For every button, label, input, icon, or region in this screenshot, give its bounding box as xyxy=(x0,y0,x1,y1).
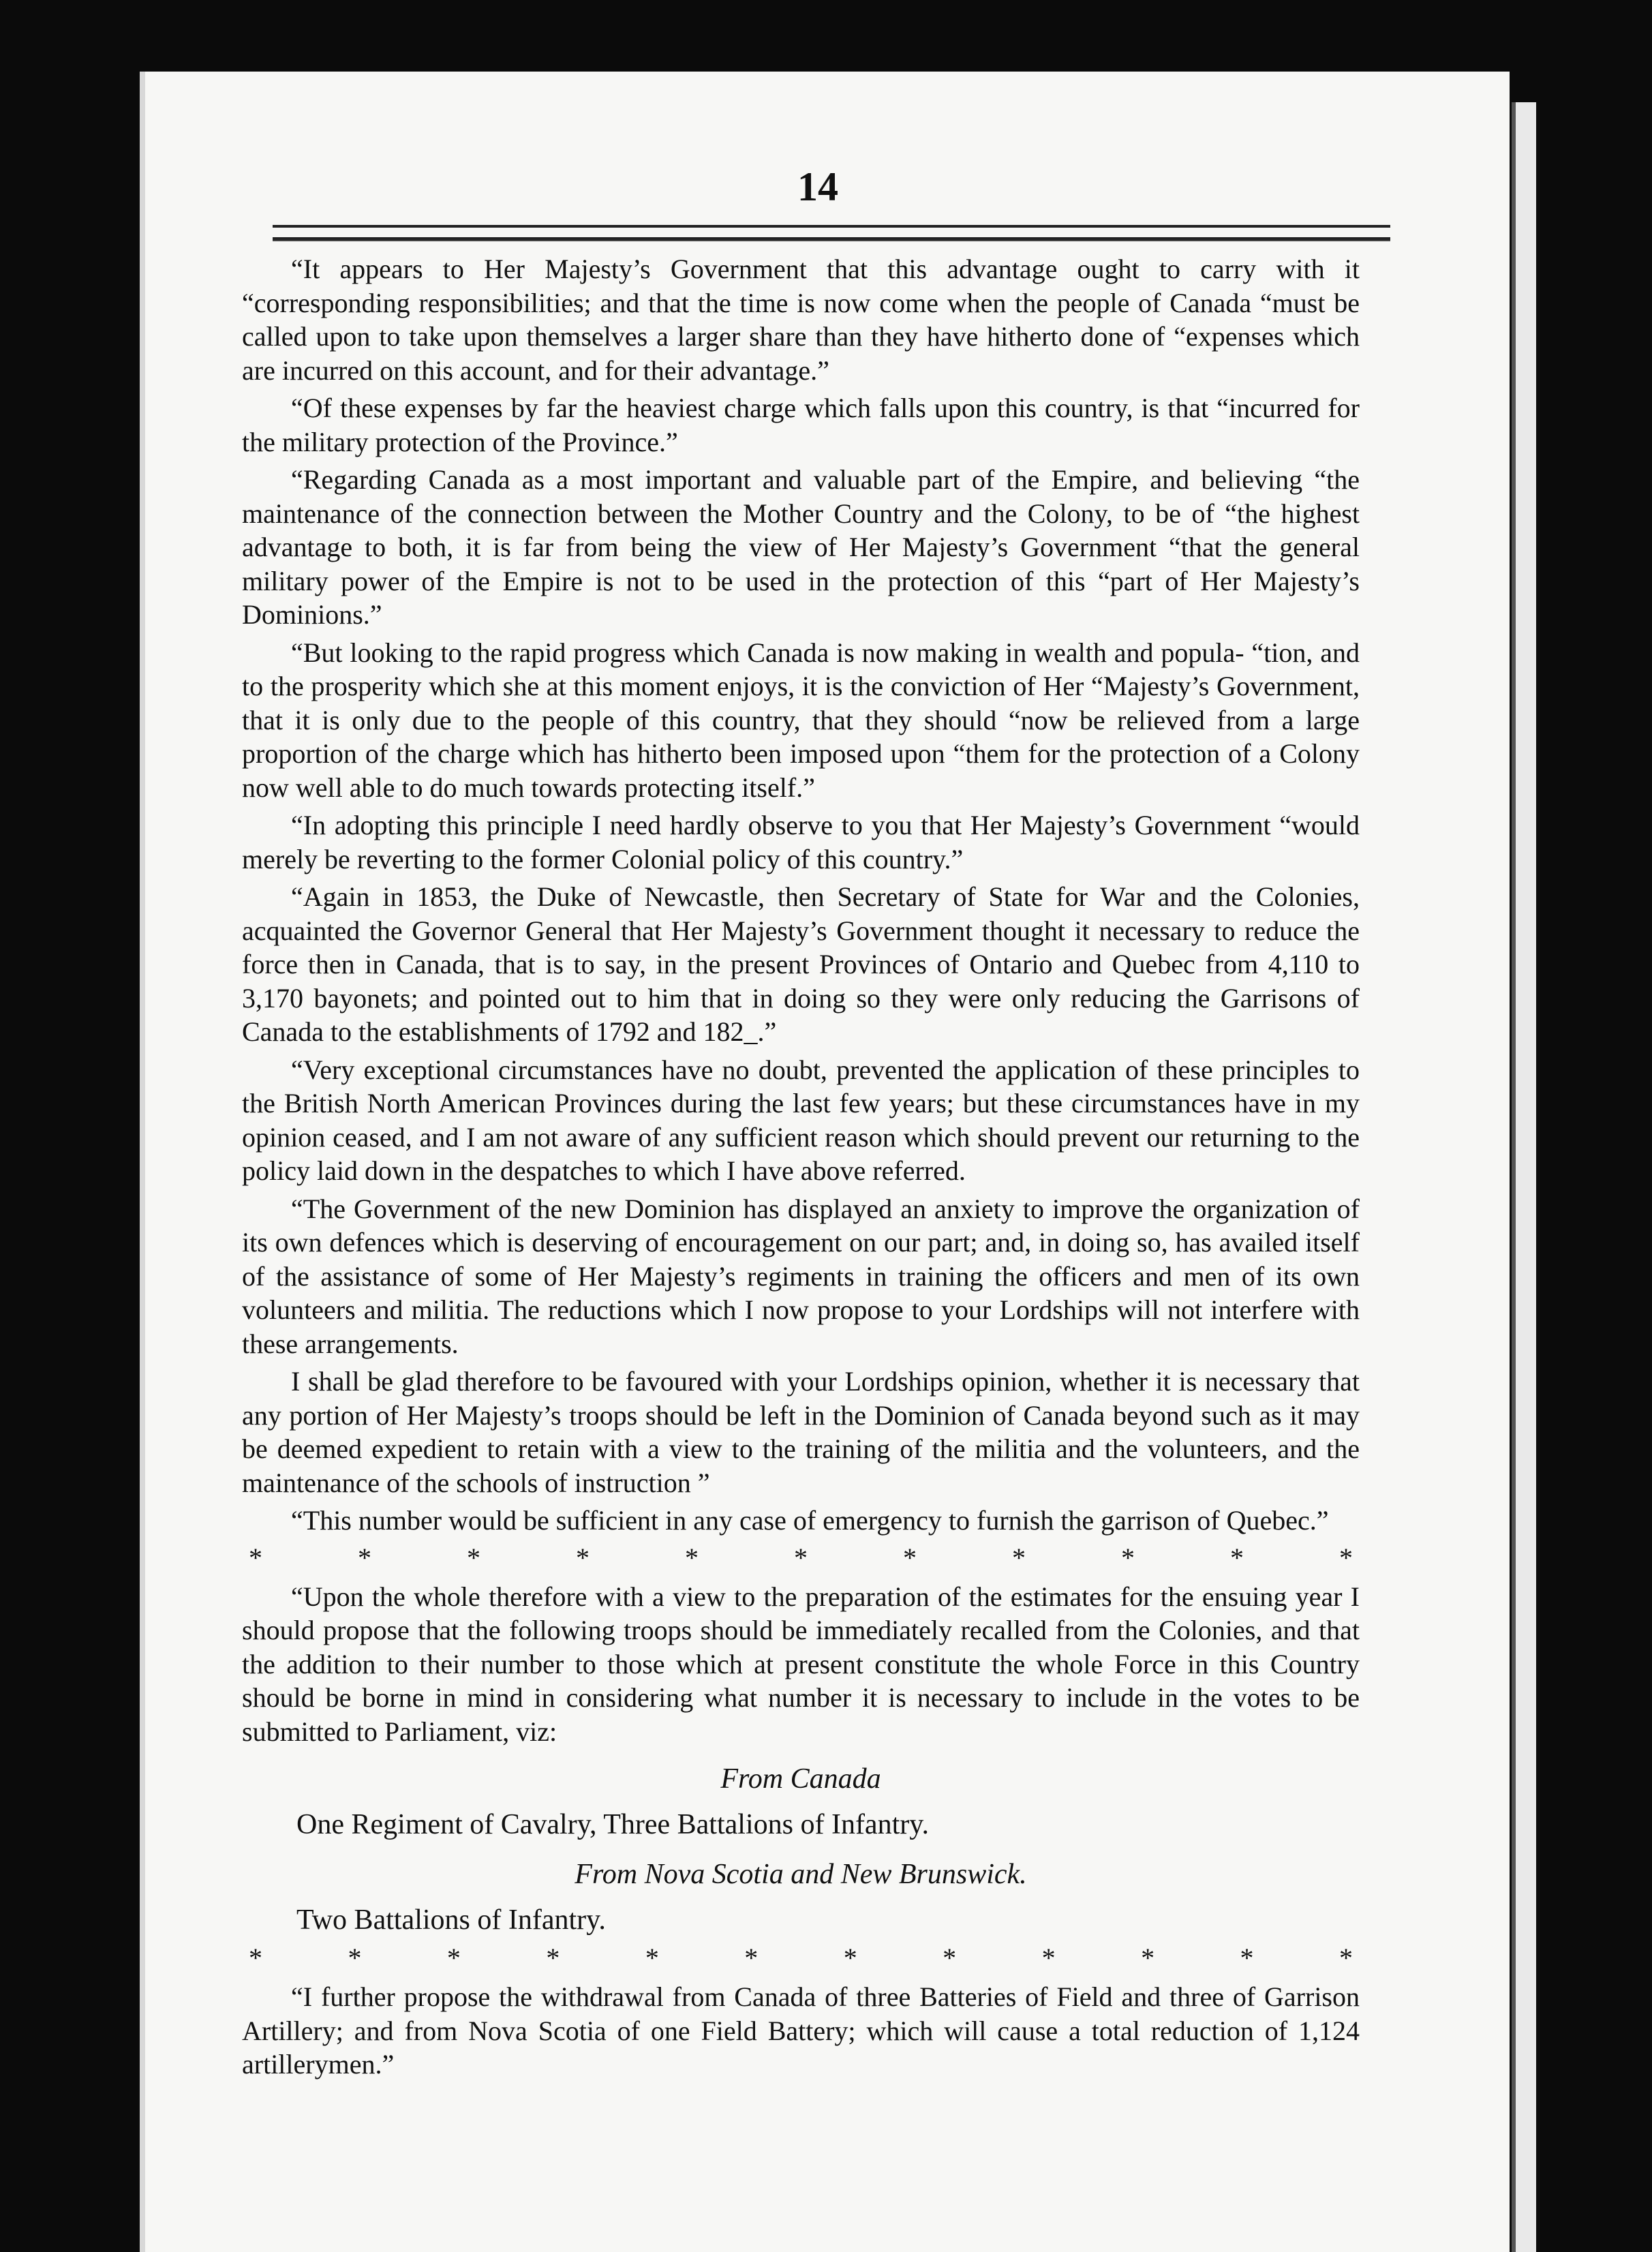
troop-list: One Regiment of Cavalry, Three Battalions of Infantry. xyxy=(296,1809,929,1840)
paragraph: “Upon the whole therefore with a view to the preparation of the estimates for the ensuing year I should propose that the following troops should be immediately recalled from the Colonies, and that the addition to their number to those which at present constitute the whole Force in this Country should be borne in mind in considering what number it is necessary to include in the votes to be submitted to Parliament, viz: xyxy=(242,1581,1360,1747)
troop-list: Two Battalions of Infantry. xyxy=(296,1904,606,1936)
page-number: 14 xyxy=(797,164,838,209)
paragraph: “This number would be sufficient in any case of emergency to furnish the garrison of Quebec.” xyxy=(291,1505,1329,1536)
paragraph: “Again in 1853, the Duke of Newcastle, then Secretary of State for War and the Colonies, acquainted the Governor General that Her Majesty’s Government thought it necessary to reduce the force then in Canada, that is to say, in the present Provinces of Ontario and Quebec from 4,110 to 3,170 bayonets; and pointed out to him that in doing so they were only reducing the Garrisons of Canada to the establishments of 1792 and 182_.” xyxy=(242,881,1360,1047)
section-heading: From Canada xyxy=(720,1763,881,1795)
paragraph: “But looking to the rapid progress which Canada is now making in wealth and popula- “tion, and to the prosperity which she at this moment enjoys, it is the conviction of Her “Majesty’s Government, that it is only due to the people of this country, that they should “now be relieved from a large proportion of the charge which has hitherto been imposed upon “them for the protection of a Colony now well able to do much towards protecting itself.” xyxy=(242,637,1360,803)
paragraph: I shall be glad therefore to be favoured with your Lordships opinion, whether it is necessary that any portion of Her Majesty’s troops should be left in the Dominion of Canada beyond such as it may be deemed expedient to retain with a view to the training of the militia and the volunteers, and the maintenance of the schools of instruction ” xyxy=(242,1366,1360,1498)
paragraph: “The Government of the new Dominion has displayed an anxiety to improve the organization of its own defences which is deserving of encouragement on our part; and, in doing so, has availed itself of the assistance of some of Her Majesty’s regiments in training the officers and men of its own volunteers and militia. The reductions which I now propose to your Lordships will not interfere with these arrangements. xyxy=(242,1193,1360,1359)
section-heading: From Nova Scotia and New Brunswick. xyxy=(575,1859,1027,1890)
paragraph: “Regarding Canada as a most important and valuable part of the Empire, and believing “the maintenance of the connection between the Mother Country and the Colony, to be of “the highest advantage to both, it is far from being the view of Her Majesty’s Government “that the general military power of the Empire is not to be used in the protection of this “part of Her Majesty’s Dominions.” xyxy=(242,464,1360,630)
paragraph: “Very exceptional circumstances have no doubt, prevented the application of these principles to the British North American Provinces during the last few years; but these circumstances have in my opinion ceased, and I am not aware of any sufficient reason which should prevent our returning to the policy laid down in the despatches to which I have above referred. xyxy=(242,1054,1360,1186)
asterisk-divider: * * * * * * * * * * * * xyxy=(249,1943,1353,1973)
adjacent-page-edge xyxy=(1512,102,1536,2252)
paragraph: “I further propose the withdrawal from Canada of three Batteries of Field and three of Garrison Artillery; and from Nova Scotia of one Field Battery; which will cause a total reduction of 1,124 artillerymen.” xyxy=(242,1981,1360,2080)
paragraph: “In adopting this principle I need hardly observe to you that Her Majesty’s Government “would merely be reverting to the former Colonial policy of this country.” xyxy=(242,810,1360,874)
body-text xyxy=(242,252,1360,2086)
paragraph: “It appears to Her Majesty’s Government that this advantage ought to carry with it “corresponding responsibilities; and that the time is now come when the people of Canada “must be called upon to take upon themselves a larger share than they have hitherto done of “expenses which are incurred on this account, and for their advantage.” xyxy=(242,254,1360,386)
asterisk-divider: * * * * * * * * * * * xyxy=(249,1542,1353,1573)
header-rule xyxy=(273,225,1390,240)
header-rule-thin xyxy=(273,240,1390,241)
paragraph: “Of these expenses by far the heaviest charge which falls upon this country, is that “incurred for the military protection of the Province.” xyxy=(242,393,1360,457)
